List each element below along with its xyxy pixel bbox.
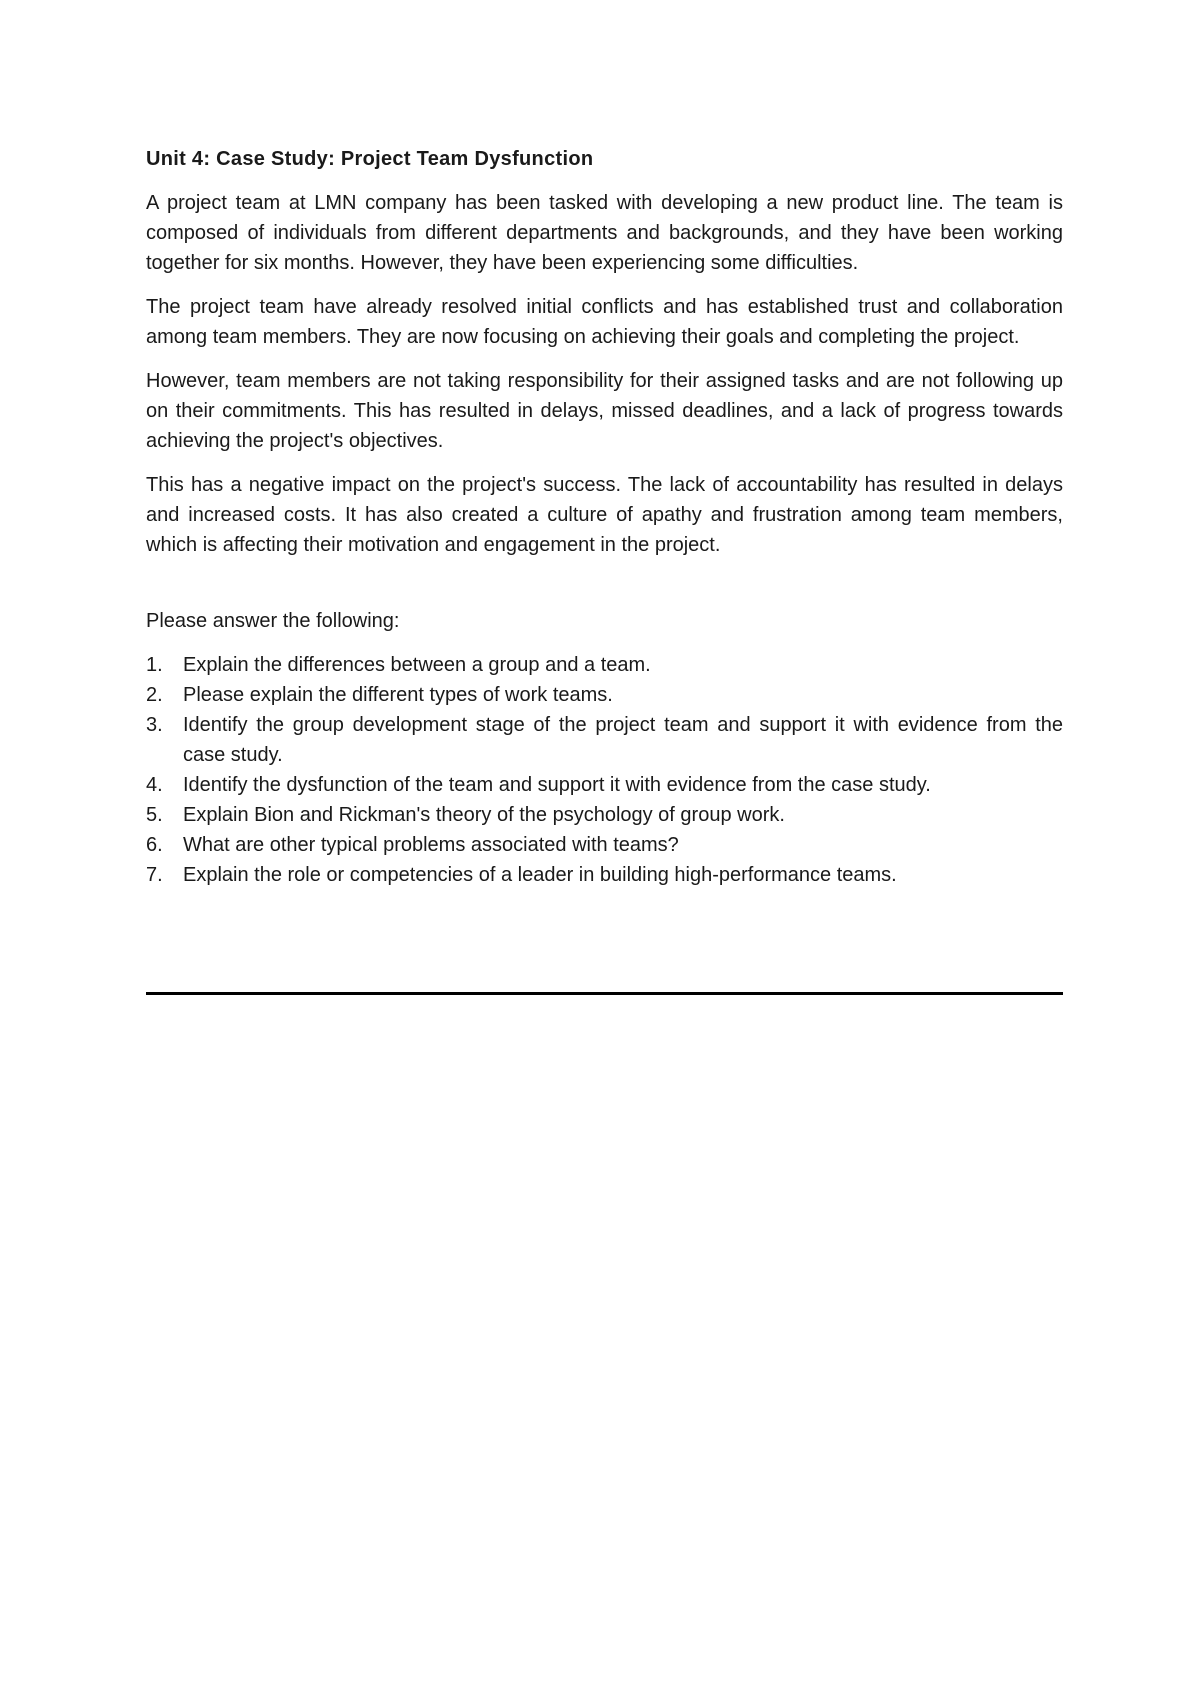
question-number: 7. bbox=[146, 864, 163, 886]
question-text: Explain the role or competencies of a leader in building high-performance teams. bbox=[183, 864, 897, 886]
question-text: Please explain the different types of work teams. bbox=[183, 684, 613, 706]
paragraph-4: This has a negative impact on the project's success. The lack of accountability has resulted in delays and increased costs. It has also created a culture of apathy and frustration among team members, which is affecting their motivation and engagement in the project. bbox=[146, 474, 1063, 556]
document-page bbox=[146, 144, 1063, 890]
question-item bbox=[146, 710, 1063, 770]
question-item bbox=[146, 650, 1063, 680]
question-number: 1. bbox=[146, 654, 163, 676]
horizontal-divider bbox=[146, 992, 1063, 995]
questions-intro: Please answer the following: bbox=[146, 610, 400, 632]
question-text: Explain Bion and Rickman's theory of the psychology of group work. bbox=[183, 804, 785, 826]
question-number: 6. bbox=[146, 834, 163, 856]
question-item bbox=[146, 800, 1063, 830]
paragraph-1: A project team at LMN company has been tasked with developing a new product line. The team is composed of individuals from different departments and backgrounds, and they have been working together for six months. However, they have been experiencing some difficulties. bbox=[146, 192, 1063, 274]
question-item bbox=[146, 860, 1063, 890]
question-number: 3. bbox=[146, 714, 163, 736]
question-item bbox=[146, 830, 1063, 860]
question-number: 2. bbox=[146, 684, 163, 706]
questions-list bbox=[146, 650, 1063, 890]
question-item bbox=[146, 680, 1063, 710]
question-text: Identify the dysfunction of the team and support it with evidence from the case study. bbox=[183, 774, 931, 796]
question-number: 4. bbox=[146, 774, 163, 796]
question-text: Identify the group development stage of the project team and support it with evidence from the case study. bbox=[183, 714, 1063, 766]
paragraph-2: The project team have already resolved initial conflicts and has established trust and collaboration among team members. They are now focusing on achieving their goals and completing the project. bbox=[146, 296, 1063, 348]
question-number: 5. bbox=[146, 804, 163, 826]
question-text: What are other typical problems associated with teams? bbox=[183, 834, 679, 856]
paragraph-3: However, team members are not taking responsibility for their assigned tasks and are not following up on their commitments. This has resulted in delays, missed deadlines, and a lack of progress towards achieving the project's objectives. bbox=[146, 370, 1063, 452]
question-text: Explain the differences between a group and a team. bbox=[183, 654, 651, 676]
question-item bbox=[146, 770, 1063, 800]
document-title: Unit 4: Case Study: Project Team Dysfunction bbox=[146, 148, 594, 170]
